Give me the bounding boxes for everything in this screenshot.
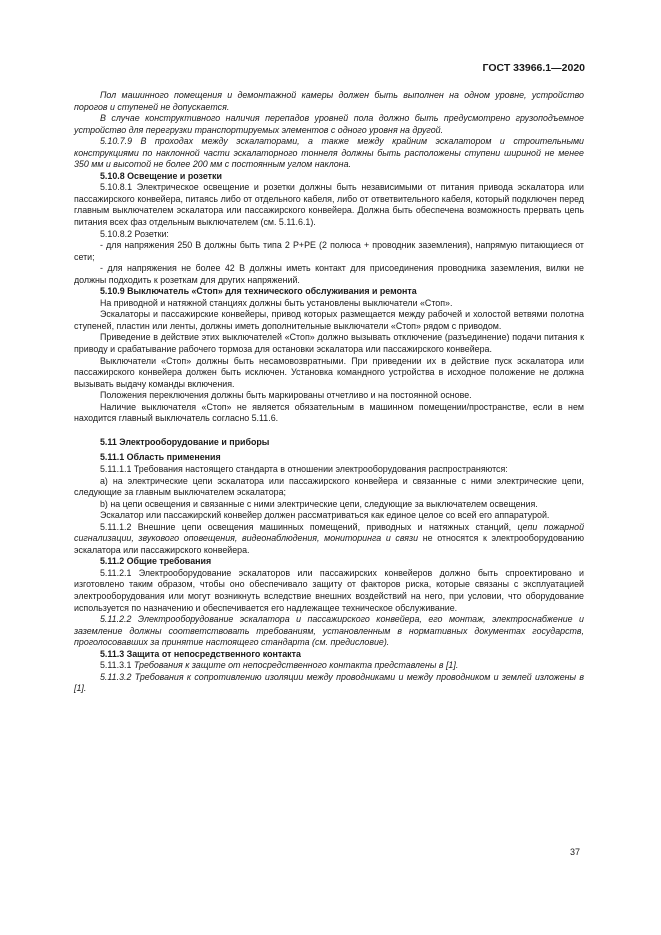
paragraph: Пол машинного помещения и демонтажной камеры должен быть выполнен на одном уровне, устройство порогов и ступеней не допускается. — [74, 90, 584, 112]
text-run: 5.11.1.2 Внешние цепи освещения машинных помещений, приводных и натяжных станций, — [100, 521, 518, 532]
paragraph: 5.10.8.2 Розетки: — [100, 228, 169, 239]
text-run: не относятся к электрооборудованию эскалатора или пассажирского конвейера. — [74, 533, 584, 555]
paragraph: 5.11.2.1 Электрооборудование эскалаторов или пассажирских конвейеров должно быть спроектировано и изготовлено таким образом, чтобы оно обеспечивало защиту от факторов риска, которые связаны с эксплуатацией электрооборудования или могут возникнуть вследствие внешних воздействий на него, при условии, что оборудование используется по назначению и обеспечивается его надлежащее техническое обслуживание. — [74, 567, 584, 613]
paragraph: 5.11.3.2 Требования к сопротивлению изоляции между проводниками и между проводником и землей изложены в [1]. — [74, 671, 584, 694]
section-heading: 5.11 Электрооборудование и приборы — [100, 436, 270, 447]
paragraph: 5.11.2.2 Электрооборудование эскалатора и пассажирского конвейера, его монтаж, электроснабжение и заземление должны соответствовать требованиям, установленным в нормативных документах государств, проголосовавших за принятие настоящего стандарта (см. предисловие). — [74, 614, 584, 648]
section-heading: 5.11.1 Область применения — [100, 452, 221, 463]
list-item: - для напряжения не более 42 В должны иметь контакт для присоединения проводника заземления, вилки не должны подходить к розеткам для других напряжений. — [74, 263, 584, 285]
paragraph: 5.11.1.1 Требования настоящего стандарта в отношении электрооборудования распространяются: — [100, 463, 508, 474]
list-item: a) на электрические цепи эскалатора или пассажирского конвейера и связанные с ними электрические цепи, следующие за главным выключателем эскалатора; — [74, 475, 584, 498]
list-item: b) на цепи освещения и связанные с ними электрические цепи, следующие за выключателем освещения. — [100, 498, 538, 509]
section-heading: 5.10.8 Освещение и розетки — [100, 170, 222, 181]
list-item: - для напряжения 250 В должны быть типа 2 P+PE (2 полюса + проводник заземления), напрямую питающиеся от сети; — [74, 240, 584, 262]
text-run-italic: цепи пожарной сигнализации, звукового оповещения, видеонаблюдения, мониторинга и связи — [74, 521, 584, 544]
paragraph: На приводной и натяжной станциях должны быть установлены выключатели «Стоп». — [100, 297, 453, 308]
section-heading: 5.11.2 Общие требования — [100, 556, 212, 567]
paragraph: Эскалаторы и пассажирские конвейеры, привод которых размещается между рабочей и холостой ветвями полотна ступеней, пластин или ленты, должны иметь дополнительные выключатели «Стоп» рядом с приводом. — [74, 309, 584, 331]
paragraph: Выключатели «Стоп» должны быть несамовозвратными. При приведении их в действие пуск эскалатора или пассажирского конвейера должен быть исключен. Установка командного устройства в исходное положение не должна вызывать выдачу команды включения. — [74, 355, 584, 389]
standard-designation: ГОСТ 33966.1—2020 — [482, 62, 585, 74]
paragraph: Положения переключения должны быть маркированы отчетливо и на постоянной основе. — [100, 390, 472, 401]
section-heading: 5.11.3 Защита от непосредственного контакта — [100, 648, 301, 659]
paragraph: В случае конструктивного наличия перепадов уровней пола должно быть предусмотрено грузоподъемное устройство для перегрузки транспортируемых элементов с одного уровня на другой. — [74, 113, 584, 135]
paragraph: 5.10.7.9 В проходах между эскалаторами, а также между крайним эскалатором и строительными конструкциями по наклонной части эскалаторного тоннеля должны быть расположены ступени шириной не менее 350 мм и высотой не более 200 мм с постоянным углом наклона. — [74, 136, 584, 170]
paragraph — [74, 660, 584, 672]
paragraph — [74, 522, 584, 557]
paragraph: Эскалатор или пассажирский конвейер должен рассматриваться как единое целое со всей его аппаратурой. — [100, 510, 550, 521]
paragraph: Приведение в действие этих выключателей «Стоп» должно вызывать отключение (разъединение) подачи питания к приводу и срабатывание рабочего тормоза для остановки эскалатора или пассажирского конвейера. — [74, 332, 584, 355]
document-body — [74, 90, 584, 695]
page-number: 37 — [570, 847, 581, 857]
text-run: 5.11.3.1 — [100, 660, 134, 671]
text-run-italic: Требования к защите от непосредственного контакта представлены в [1]. — [133, 660, 459, 671]
paragraph: 5.10.8.1 Электрическое освещение и розетки должны быть независимыми от питания привода эскалатора или пассажирского конвейера, питаясь либо от отдельного кабеля, либо от ответвительного кабеля, который подключен перед главным выключателем эскалатора или пассажирского конвейера. Должна быть обеспечена возможность прервать цепь питания всех фаз отдельным выключателем (см. 5.11.6.1). — [74, 182, 584, 228]
section-heading: 5.10.9 Выключатель «Стоп» для технического обслуживания и ремонта — [100, 286, 417, 297]
paragraph: Наличие выключателя «Стоп» не является обязательным в машинном помещении/пространстве, если в нем находится главный выключатель согласно 5.11.6. — [74, 401, 584, 424]
